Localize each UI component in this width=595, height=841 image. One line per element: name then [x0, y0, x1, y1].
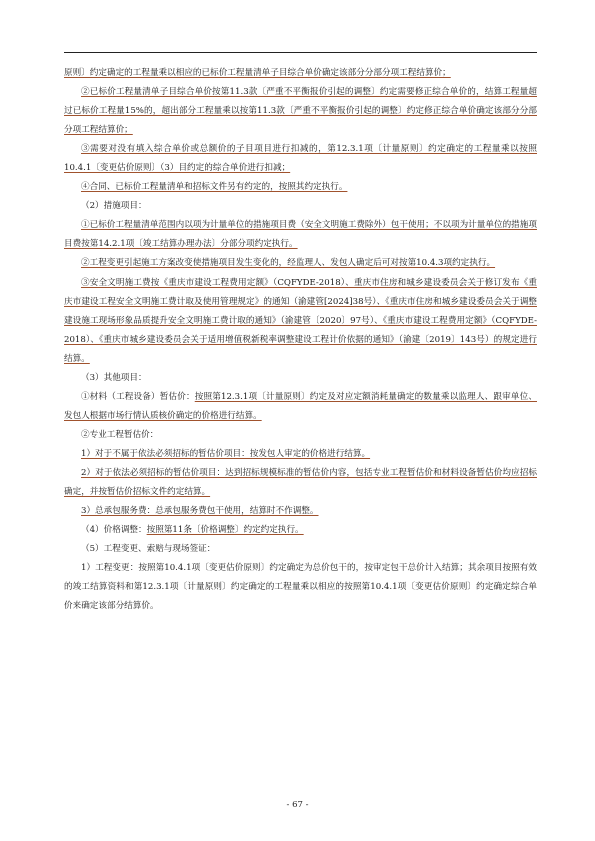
paragraph-p09	[64, 369, 537, 388]
paragraph-text-segment: ②专业工程暂估价：	[81, 429, 159, 440]
paragraph-text-segment: ②已标价工程量清单子目综合单价按第11.3款〔严重不平衡报价引起的调整〕约定需要修正综合单价的，结算工程量超过已标价工程量15%的，超出部分工程量乘以按第11.3款〔严重不平衡报价引起的调整〕约定修正综合单价确定该部分分部分项工程结算价；	[64, 87, 537, 136]
paragraph-text-segment: ③安全文明施工费按《重庆市建设工程费用定额》（CQFYDE-2018）、重庆市住房和城乡建设委员会关于修订发布《重庆市建设工程安全文明施工费计取及使用管理规定》的通知（渝建管[2024]38号）、《重庆市住房和城乡建设委员会关于调整建设施工现场形象品质提升安全文明施工费计取的通知》（渝建管〔2020〕97号）、《重庆市建设工程费用定额》（CQFYDE-2018）、《重庆市城乡建设委员会关于适用增值税新税率调整建设工程计价依据的通知》（渝建〔2019〕143号）的规定进行结算。	[64, 277, 537, 364]
paragraph-p05	[64, 197, 537, 216]
paragraph-p06	[64, 216, 537, 254]
paragraph-text-segment: ①已标价工程量清单范围内以项为计量单位的措施项目费（安全文明施工费除外）包干使用；不以项为计量单位的措施项目费按第14.2.1项〔竣工结算办理办法〕分部分项约定执行。	[64, 220, 537, 250]
paragraph-p03	[64, 140, 537, 178]
paragraph-p12	[64, 445, 537, 464]
paragraph-text-segment: （3）其他项目：	[81, 372, 147, 383]
paragraph-p08	[64, 274, 537, 369]
paragraph-text-segment: （5）工程变更、索赔与现场签证：	[81, 544, 216, 555]
paragraph-p02	[64, 83, 537, 140]
paragraph-text-segment: ①材料（工程设备）暂估价：	[81, 391, 195, 402]
paragraph-text-segment: （2）措施项目：	[81, 201, 147, 212]
paragraph-p11	[64, 426, 537, 445]
paragraph-text-segment: 1）工程变更：按照第10.4.1项〔变更估价原则〕约定确定为总价包干的，按审定包干总价计入结算；其余项目按照有效的竣工结算资料和第12.3.1项〔计量原则〕约定确定的工程量乘以相应的按照第10.4.1项〔变更估价原则〕约定确定综合单价来确定该部分结算价。	[64, 563, 537, 612]
paragraph-p16	[64, 540, 537, 559]
header-rule	[64, 52, 537, 53]
paragraph-p15	[64, 521, 537, 540]
paragraph-text-segment: ②工程变更引起施工方案改变使措施项目发生变化的，经监理人、发包人确定后可对按第10.4.3项约定执行。	[81, 258, 496, 269]
paragraph-text-segment: 3）总承包服务费：总承包服务费包干使用，结算时不作调整。	[81, 506, 319, 517]
paragraph-p13	[64, 464, 537, 502]
page-number: - 67 -	[286, 800, 309, 810]
paragraph-text-segment: 按照第11条〔价格调整〕约定约定执行。	[146, 525, 304, 536]
paragraph-text-segment: 1）对于不属于依法必须招标的暂估价项目：按发包人审定的价格进行结算。	[81, 448, 371, 459]
paragraph-text-segment: ④合同、已标价工程量清单和招标文件另有约定的，按照其约定执行。	[81, 182, 348, 193]
paragraph-text-segment: 按照第12.3.1项〔计量原则〕约定及对应定额消耗量确定的数量乘以监理人、跟审单位、发包人根据市场行情认质核价确定的价格进行结算。	[64, 391, 537, 421]
paragraph-text-segment: 2）对于依法必须招标的暂估价项目：达到招标规模标准的暂估价内容，包括专业工程暂估价和材料设备暂估价均应招标确定，并按暂估价招标文件约定结算。	[64, 467, 537, 498]
paragraph-p10	[64, 388, 537, 426]
paragraph-p04	[64, 178, 537, 197]
paragraph-p14	[64, 502, 537, 521]
paragraph-p01	[64, 64, 537, 83]
paragraph-text-segment: ③需要对没有填入综合单价或总额价的子目项目进行扣减的，第12.3.1项〔计量原则〕约定确定的工程量乘以按照10.4.1〔变更估价原则〕（3）目约定的综合单价进行扣减；	[64, 144, 537, 174]
paragraph-text-segment: （4）价格调整：	[81, 525, 147, 536]
paragraph-p07	[64, 254, 537, 273]
paragraph-p17	[64, 559, 537, 616]
body-text	[64, 64, 537, 616]
paragraph-text-segment: 原则〕约定确定的工程量乘以相应的已标价工程量清单子目综合单价确定该部分分部分项工程结算价；	[64, 68, 451, 78]
